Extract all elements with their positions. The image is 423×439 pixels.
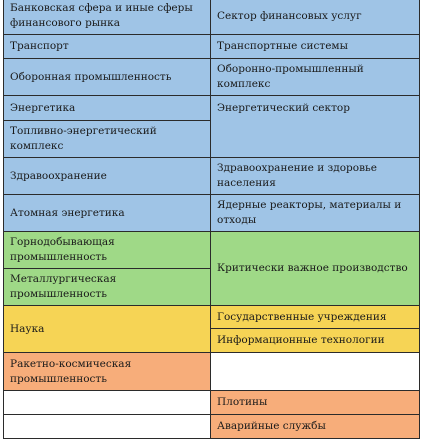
sector-mapping-table (3, 0, 420, 439)
table-row (4, 59, 420, 96)
table-row (4, 232, 420, 269)
left-cell: Банковская сфера и иные сферы финансового рынка (4, 0, 211, 35)
left-cell: Здравоохранение (4, 158, 211, 195)
table-row (4, 35, 420, 59)
right-cell: Критически важное производство (211, 232, 420, 306)
right-cell: Транспортные системы (211, 35, 420, 59)
table-row (4, 158, 420, 195)
right-cell: Энергетический сектор (211, 96, 420, 158)
table-row (4, 415, 420, 439)
right-cell: Информационные технологии (211, 329, 420, 353)
right-cell (211, 353, 420, 391)
left-cell: Металлургическая промышленность (4, 269, 211, 306)
right-cell: Аварийные службы (211, 415, 420, 439)
left-cell: Наука (4, 306, 211, 353)
left-cell: Транспорт (4, 35, 211, 59)
left-cell (4, 415, 211, 439)
left-cell: Ракетно-космическая промышленность (4, 353, 211, 391)
table-row (4, 353, 420, 391)
right-cell: Оборонно-промышленный комплекс (211, 59, 420, 96)
right-cell: Ядерные реакторы, материалы и отходы (211, 195, 420, 232)
table-row (4, 0, 420, 35)
right-cell: Плотины (211, 391, 420, 415)
right-cell: Сектор финансовых услуг (211, 0, 420, 35)
left-cell: Атомная энергетика (4, 195, 211, 232)
right-cell: Государственные учреждения (211, 306, 420, 329)
left-cell: Топливно-энергетический комплекс (4, 121, 211, 158)
left-cell (4, 391, 211, 415)
table-row (4, 195, 420, 232)
table-row (4, 391, 420, 415)
left-cell: Энергетика (4, 96, 211, 121)
left-cell: Горнодобывающая промышленность (4, 232, 211, 269)
left-cell: Оборонная промышленность (4, 59, 211, 96)
table-row (4, 96, 420, 121)
right-cell: Здравоохранение и здоровье населения (211, 158, 420, 195)
table-row (4, 306, 420, 329)
